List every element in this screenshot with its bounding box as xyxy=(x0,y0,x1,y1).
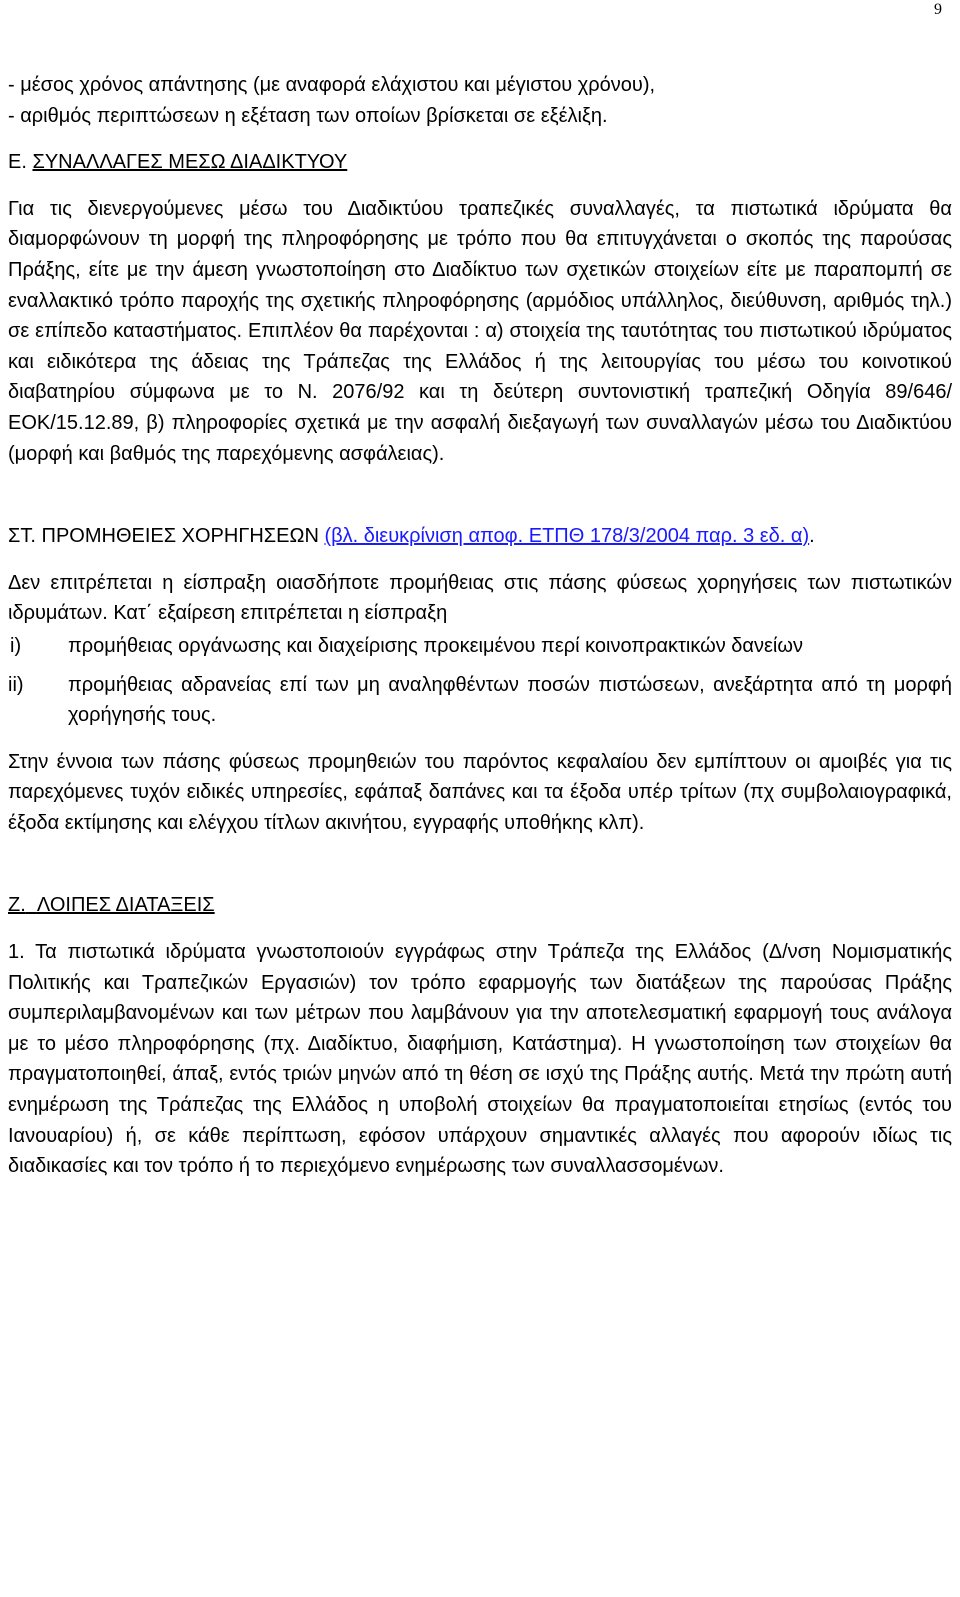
section-st-para2: Στην έννοια των πάσης φύσεως προμηθειών του παρόντος κεφαλαίου δεν εμπίπτουν οι αμοιβές για τις παρεχόμενες τυχόν ειδικές υπηρεσίες, εφάπαξ δαπάνες και τα έξοδα υπέρ τρίτων (πχ συμβολαιογραφικά, έξοδα εκτίμησης και ελέγχου τίτλων ακινήτου, εγγραφής υποθήκης κλπ). xyxy=(8,750,952,834)
section-st-para1: Δεν επιτρέπεται η είσπραξη οιασδήποτε προμήθειας στις πάσης φύσεως χορηγήσεις των πιστωτικών ιδρυμάτων. Κατ΄ εξαίρεση επιτρέπεται η είσπραξη xyxy=(8,571,952,625)
list-item xyxy=(8,631,952,662)
bullet-response-time: - μέσος χρόνος απάντησης (με αναφορά ελάχιστου και μέγιστου χρόνου), xyxy=(8,74,656,96)
section-e-heading xyxy=(8,147,952,178)
section-z-heading xyxy=(8,890,952,921)
section-e-title: ΣΥΝΑΛΛΑΓΕΣ ΜΕΣΩ ΔΙΑΔΙΚΤΥΟΥ xyxy=(32,151,348,174)
list-marker: i) xyxy=(10,634,22,657)
list-item-text: προμήθειας αδρανείας επί των μη αναληφθέντων ποσών πιστώσεων, ανεξάρτητα από τη μορφή χορήγησής τους. xyxy=(68,673,952,727)
section-z-para1: 1. Τα πιστωτικά ιδρύματα γνωστοποιούν εγγράφως στην Τράπεζα της Ελλάδος (Δ/νση Νομισματικής Πολιτικής και Τραπεζικών Εργασιών) τον τρόπο εφαρμογής των διατάξεων της παρούσας Πράξης συμπεριλαμβανομένων και των μέτρων που λαμβάνουν για την αποτελεσματική εφαρμογή τους ανάλογα με το μέσο πληροφόρησης (πχ. Διαδίκτυο, διαφήμιση, Κατάστημα). Η γνωστοποίηση των στοιχείων θα πραγματοποιηθεί, άπαξ, εντός τριών μηνών από τη θέση σε ισχύ της Πράξης αυτής. Μετά την πρώτη αυτή ενημέρωση της Τράπεζας της Ελλάδος η υποβολή στοιχείων θα πραγματοποιείται ετησίως (εντός του Ιανουαρίου) ή, σε κάθε περίπτωση, εφόσον υπάρχουν σημαντικές αλλαγές που αφορούν ιδίως τις διαδικασίες και τον τρόπο ή το περιεχόμενο ενημέρωσης των συναλλασσομένων. xyxy=(8,941,952,1178)
section-st-reference-link[interactable]: (βλ. διευκρίνιση αποφ. ΕΤΠΘ 178/3/2004 παρ. 3 εδ. α) xyxy=(324,525,810,548)
section-st-reference-tail: . xyxy=(809,525,815,548)
section-z-title: ΛΟΙΠΕΣ ΔΙΑΤΑΞΕΙΣ xyxy=(36,894,215,917)
list-marker: ii) xyxy=(8,673,24,696)
section-e-number: Ε. xyxy=(8,151,27,174)
section-st-title: ΣΤ. ΠΡΟΜΗΘΕΙΕΣ ΧΟΡΗΓΗΣΕΩΝ xyxy=(8,525,319,548)
page-number: 9 xyxy=(934,1,942,18)
bullet-pending-cases: - αριθμός περιπτώσεων η εξέταση των οποίων βρίσκεται σε εξέλιξη. xyxy=(8,104,608,127)
section-e-body: Για τις διενεργούμενες μέσω του Διαδικτύου τραπεζικές συναλλαγές, τα πιστωτικά ιδρύματα θα διαμορφώνουν τη μορφή της πληροφόρησης με τρόπο που θα επιτυγχάνεται ο σκοπός της παρούσας Πράξης, είτε με την άμεση γνωστοποίηση στο Διαδίκτυο των σχετικών στοιχείων είτε με παραπομπή σε εναλλακτικό τρόπο παροχής της σχετικής πληροφόρησης (αρμόδιος υπάλληλος, διεύθυνση, αριθμός τηλ.) σε επίπεδο καταστήματος. Επιπλέον θα παρέχονται : α) στοιχεία της ταυτότητας του πιστωτικού ιδρύματος και ειδικότερα της άδειας της Τράπεζας της Ελλάδος ή της λειτουργίας του μέσω του κοινοτικού διαβατηρίου σύμφωνα με το Ν. 2076/92 και τη δεύτερη συντονιστική τραπεζική Οδηγία 89/646/ΕΟΚ/15.12.89, β) πληροφορίες σχετικά με την ασφαλή διεξαγωγή των συναλλαγών μέσω του Διαδικτύου (μορφή και βαθμός της παρεχόμενης ασφάλειας). xyxy=(8,197,952,465)
document-body xyxy=(8,70,952,1182)
section-z-number: Ζ. xyxy=(8,894,26,917)
list-item-text: προμήθειας οργάνωσης και διαχείρισης προκειμένου περί κοινοπρακτικών δανείων xyxy=(68,634,803,657)
list-item xyxy=(8,670,952,731)
section-st-heading xyxy=(8,521,952,552)
